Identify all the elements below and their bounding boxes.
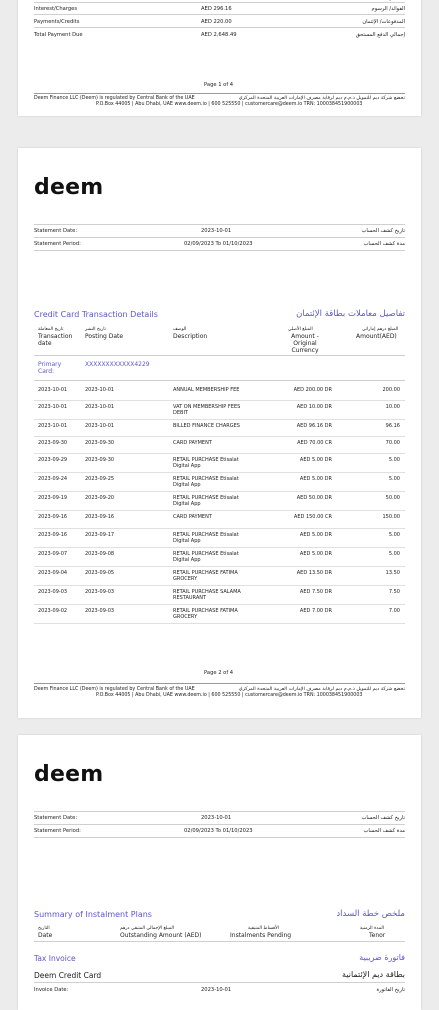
description: ANNUAL MEMBERSHIP FEE (173, 387, 240, 393)
inst-header-outstanding: Outstanding Amount (AED) (120, 932, 202, 939)
description: RETAIL PURCHASE FATIMA GROCERY (173, 570, 238, 582)
transaction-row (34, 419, 405, 437)
transaction-row (34, 453, 405, 473)
divider (34, 982, 405, 983)
row-label (34, 0, 99, 1)
transaction-row (34, 400, 405, 420)
divider (34, 380, 405, 381)
deem-logo: deem (34, 175, 104, 200)
original-amount: AED 10.00 DR (296, 404, 332, 410)
divider (34, 837, 405, 838)
primary-card-number: XXXXXXXXXXXX4229 (85, 361, 150, 368)
statement-date-label: Statement Date: (34, 228, 78, 234)
section-title-ar: تفاصيل معاملات بطاقة الإئتمان (296, 309, 405, 319)
statement-date-label-ar: تاريخ كشف الحساب (361, 815, 405, 821)
deem-logo: deem (34, 762, 104, 787)
posting-date: 2023-09-05 (85, 570, 115, 576)
transaction-row (34, 383, 405, 401)
posting-date: 2023-10-01 (85, 423, 115, 429)
card-name: Deem Credit Card (34, 971, 102, 980)
transaction-row (34, 472, 405, 492)
invoice-date-value: 2023-10-01 (201, 987, 232, 993)
original-amount: AED 5.00 DR (299, 457, 332, 463)
original-amount: AED 200.00 DR (293, 387, 332, 393)
transaction-date: 2023-09-30 (38, 440, 68, 446)
footer-contact: P.O.Box 44005 | Abu Dhabi, UAE www.deem.io | 600 525550 | customercare@deem.io TRN: 100038451900003 (96, 693, 363, 698)
amount-aed: 5.00 (388, 532, 400, 538)
header-amount: Amount - Original Currency (291, 333, 319, 354)
statement-period-label-ar: مدة كشف الحساب (363, 241, 405, 247)
original-amount: AED 70.00 CR (297, 440, 332, 446)
description: RETAIL PURCHASE Etisalat Digital App (173, 476, 239, 488)
footer-regulation-ar: تخضع شركة ديم للتمويل ذ.م.م ديم لرقابة مصرف الإمارات العربية المتحدة المركزي (238, 687, 405, 692)
transaction-row (34, 547, 405, 567)
header-posting: Posting Date (85, 333, 124, 340)
transaction-date: 2023-10-01 (38, 404, 68, 410)
original-amount: AED 13.50 DR (296, 570, 332, 576)
amount-aed: 70.00 (385, 440, 400, 446)
description: RETAIL PURCHASE Etisalat Digital App (173, 532, 239, 544)
tax-invoice-title-ar: فاتورة ضريبية (359, 953, 405, 962)
inst-header-pending-ar: الأقساط المتبقية (248, 926, 279, 931)
posting-date: 2023-09-30 (85, 440, 115, 446)
original-amount: AED 5.00 DR (299, 476, 332, 482)
transaction-row (34, 510, 405, 529)
posting-date: 2023-09-03 (85, 589, 115, 595)
divider (34, 355, 405, 356)
statement-period-value: 02/09/2023 To 01/10/2023 (184, 828, 253, 834)
transaction-date: 2023-09-29 (38, 457, 68, 463)
statement-page-2 (18, 148, 421, 718)
original-amount: AED 5.00 DR (299, 532, 332, 538)
divider (34, 27, 405, 28)
posting-date: 2023-09-03 (85, 608, 115, 614)
description: VAT ON MEMBERSHIP FEES DEBIT (173, 404, 241, 416)
amount-aed: 10.00 (385, 404, 400, 410)
section-title: Credit Card Transaction Details (34, 310, 158, 319)
statement-date-label-ar: تاريخ كشف الحساب (361, 228, 405, 234)
statement-period-label: Statement Period: (34, 828, 81, 834)
original-amount: AED 7.50 DR (299, 589, 332, 595)
transaction-date: 2023-09-24 (38, 476, 68, 482)
statement-date-value: 2023-10-01 (201, 228, 232, 234)
description: RETAIL PURCHASE SALAMA RESTAURANT (173, 589, 241, 601)
amount-aed: 5.00 (388, 457, 400, 463)
posting-date: 2023-09-16 (85, 514, 115, 520)
transaction-date: 2023-09-16 (38, 514, 68, 520)
tax-invoice-title: Tax Invoice (34, 954, 76, 963)
transaction-date: 2023-09-03 (38, 589, 68, 595)
invoice-date-label-ar: تاريخ الفاتورة (376, 987, 405, 993)
header-aed-ar: المبلغ درهم إماراتي (362, 327, 399, 332)
amount-aed: 5.00 (388, 551, 400, 557)
amount-aed: 150.00 (382, 514, 400, 520)
divider (34, 2, 405, 3)
inst-header-pending: Instalments Pending (230, 932, 292, 939)
header-date: Transaction date (38, 333, 73, 347)
card-name-ar: بطاقة ديم الإئتمانية (342, 970, 405, 979)
summary-label: Payments/Credits (34, 19, 80, 25)
original-amount: AED 50.00 DR (296, 495, 332, 501)
transaction-date: 2023-09-04 (38, 570, 68, 576)
summary-value: AED 220.00 (201, 19, 232, 25)
description: CARD PAYMENT (173, 514, 212, 520)
summary-label: Total Payment Due (34, 32, 83, 38)
inst-header-tenor: Tenor (369, 932, 386, 939)
posting-date: 2023-09-20 (85, 495, 115, 501)
divider (34, 14, 405, 15)
row-label-ar (350, 0, 405, 1)
description: RETAIL PURCHASE Etisalat Digital App (173, 457, 239, 469)
invoice-date-label: Invoice Date: (34, 987, 69, 993)
statement-date-value: 2023-10-01 (201, 815, 232, 821)
amount-aed: 5.00 (388, 476, 400, 482)
amount-aed: 200.00 (382, 387, 400, 393)
header-amount-ar: المبلغ الأصلي (288, 327, 313, 332)
original-amount: AED 150.00 CR (293, 514, 332, 520)
posting-date: 2023-10-01 (85, 404, 115, 410)
amount-aed: 7.00 (388, 608, 400, 614)
transaction-date: 2023-09-02 (38, 608, 68, 614)
divider (34, 824, 405, 825)
summary-value: AED 296.16 (201, 6, 232, 12)
divider (34, 811, 405, 812)
row-value (208, 0, 232, 1)
amount-aed: 50.00 (385, 495, 400, 501)
footer-regulation: Deem Finance LLC (Deem) is regulated by Central Bank of the UAE (34, 687, 195, 692)
page-number: Page 1 of 4 (204, 82, 234, 88)
posting-date: 2023-09-25 (85, 476, 115, 482)
summary-label: Interest/Charges (34, 6, 78, 12)
description: BILLED FINANCE CHARGES (173, 423, 240, 429)
transaction-row (34, 585, 405, 605)
description: CARD PAYMENT (173, 440, 212, 446)
instalment-title-ar: ملخص خطة السداد (336, 909, 405, 919)
inst-header-outstanding-ar: المبلغ الإجمالي المتبقي درهم (120, 926, 174, 931)
page-number: Page 2 of 4 (204, 670, 234, 676)
divider (34, 237, 405, 238)
divider (34, 224, 405, 225)
statement-period-label-ar: مدة كشف الحساب (363, 828, 405, 834)
footer-contact: P.O.Box 44005 | Abu Dhabi, UAE www.deem.io | 600 525550 | customercare@deem.io TRN: 100038451900003 (96, 102, 363, 107)
transaction-row (34, 436, 405, 454)
primary-card-label: Primary Card: (38, 361, 62, 375)
instalment-title: Summary of Instalment Plans (34, 910, 152, 919)
header-date-ar: تاريخ المعاملة (38, 327, 64, 332)
transaction-row (34, 604, 405, 624)
transaction-date: 2023-10-01 (38, 423, 68, 429)
transaction-date: 2023-09-19 (38, 495, 68, 501)
description: RETAIL PURCHASE FATIMA GROCERY (173, 608, 238, 620)
description: RETAIL PURCHASE Etisalat Digital App (173, 495, 239, 507)
transaction-date: 2023-10-01 (38, 387, 68, 393)
amount-aed: 96.16 (385, 423, 400, 429)
inst-header-date-ar: التاريخ (38, 926, 50, 931)
amount-aed: 7.50 (388, 589, 400, 595)
posting-date: 2023-09-17 (85, 532, 115, 538)
posting-date: 2023-09-08 (85, 551, 115, 557)
summary-label-ar: المدفوعات/ الإئتمان (362, 19, 405, 25)
summary-value: AED 2,648.49 (201, 32, 237, 38)
posting-date: 2023-09-30 (85, 457, 115, 463)
transaction-row (34, 566, 405, 586)
original-amount: AED 96.16 DR (296, 423, 332, 429)
summary-label-ar: إجمالي الدفع المستحق (355, 32, 405, 38)
transaction-date: 2023-09-16 (38, 532, 68, 538)
description: RETAIL PURCHASE Etisalat Digital App (173, 551, 239, 563)
footer-divider (34, 93, 405, 94)
amount-aed: 13.50 (385, 570, 400, 576)
footer-regulation: Deem Finance LLC (Deem) is regulated by Central Bank of the UAE (34, 96, 195, 101)
original-amount: AED 5.00 DR (299, 551, 332, 557)
statement-page-3 (18, 735, 421, 1010)
posting-date: 2023-10-01 (85, 387, 115, 393)
statement-date-label: Statement Date: (34, 815, 78, 821)
header-description: Description (173, 333, 208, 340)
transaction-row (34, 491, 405, 511)
footer-regulation-ar: تخضع شركة ديم للتمويل ذ.م.م ديم لرقابة مصرف الإمارات العربية المتحدة المركزي (238, 96, 405, 101)
footer-divider (34, 683, 405, 684)
original-amount: AED 7.00 DR (299, 608, 332, 614)
divider (34, 941, 405, 942)
divider (34, 250, 405, 251)
summary-label-ar: الفوائد/ الرسوم (371, 6, 405, 12)
statement-period-label: Statement Period: (34, 241, 81, 247)
header-description-ar: الوصف (173, 327, 187, 332)
header-aed: Amount(AED) (356, 333, 397, 340)
statement-period-value: 02/09/2023 To 01/10/2023 (184, 241, 253, 247)
header-posting-ar: تاريخ النشر (85, 327, 106, 332)
inst-header-date: Date (38, 932, 53, 939)
inst-header-tenor-ar: المدة الزمنية (360, 926, 385, 931)
transaction-row (34, 528, 405, 548)
transaction-date: 2023-09-07 (38, 551, 68, 557)
statement-page-1 (18, 0, 421, 116)
